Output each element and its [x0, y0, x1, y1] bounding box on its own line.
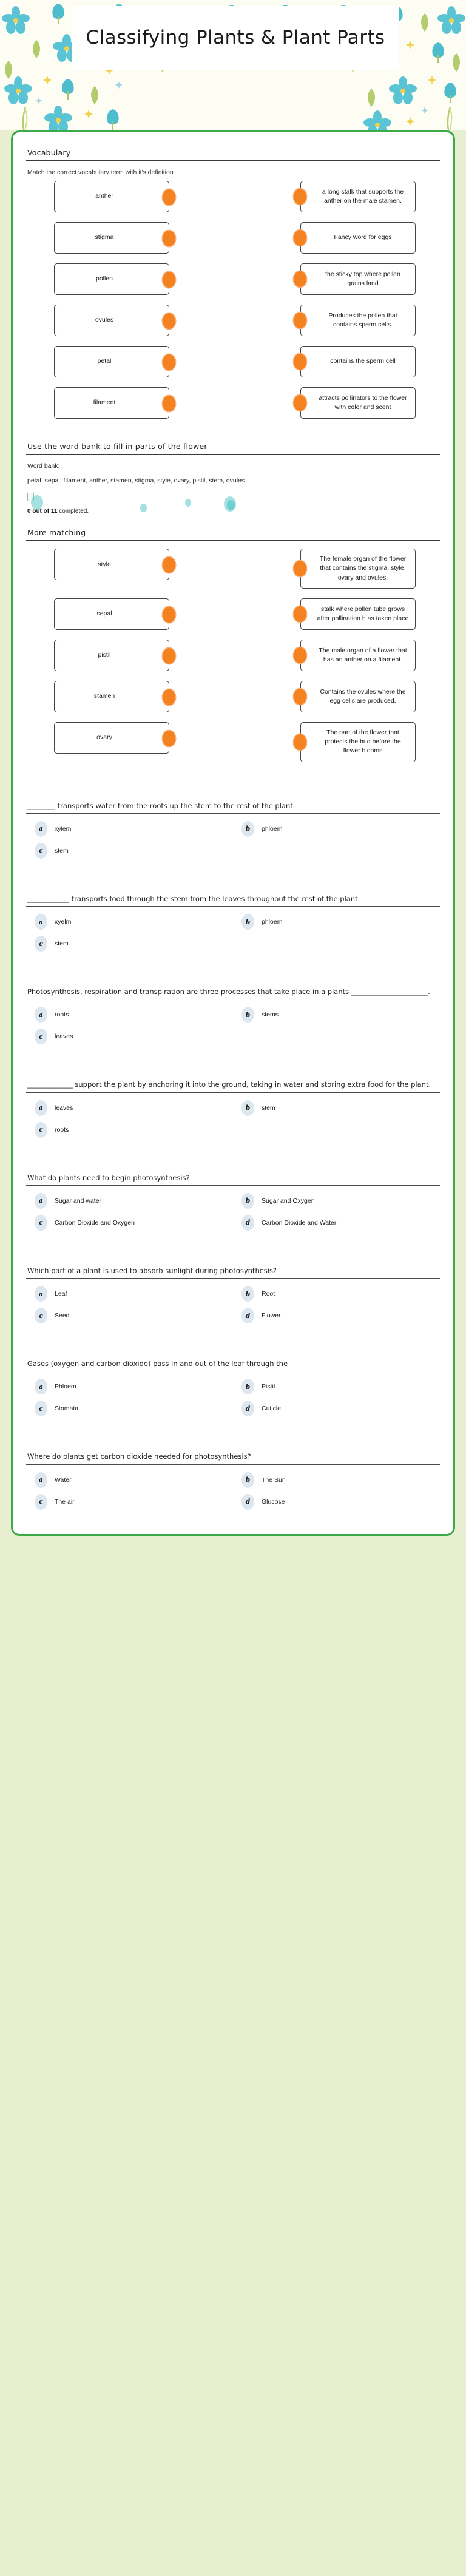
connector-dot-icon[interactable] — [294, 689, 306, 705]
definition-box[interactable]: The part of the flower that protects the bud before the flower blooms — [300, 722, 416, 762]
connector-dot-icon[interactable] — [294, 647, 306, 663]
choice-label: Leaf — [55, 1290, 67, 1298]
choice-option[interactable] — [233, 1007, 440, 1023]
choice-label: Phloem — [55, 1383, 76, 1391]
choice-option[interactable] — [26, 843, 233, 859]
connector-dot-icon[interactable] — [294, 395, 306, 411]
connector-dot-icon[interactable] — [294, 354, 306, 370]
choice-option[interactable] — [26, 1286, 233, 1302]
choice-option[interactable] — [26, 1029, 233, 1044]
choice-option[interactable] — [233, 1494, 440, 1510]
more-matching-heading: More matching — [27, 528, 86, 538]
connector-dot-icon[interactable] — [163, 648, 175, 664]
term-wrap — [54, 222, 169, 254]
choice-label: Stomata — [55, 1405, 79, 1413]
question-block — [26, 894, 440, 958]
choice-label: phloem — [262, 918, 283, 926]
title-card — [72, 6, 399, 70]
word-bank-label: Word bank: — [27, 462, 60, 470]
heading-divider — [26, 160, 440, 161]
definition-wrap — [300, 387, 416, 419]
connector-dot-icon[interactable] — [294, 606, 306, 622]
choice-option[interactable] — [233, 1100, 440, 1116]
choice-option[interactable] — [233, 1379, 440, 1394]
vocabulary-heading: Vocabulary — [27, 148, 71, 157]
definition-box[interactable]: The female organ of the flower that contains the stigma, style, ovary and ovules. — [300, 549, 416, 589]
match-row — [26, 387, 440, 419]
choice-label: phloem — [262, 825, 283, 833]
vocabulary-section — [26, 148, 440, 419]
question-divider — [26, 1185, 440, 1186]
progress-row — [26, 494, 440, 515]
definition-box[interactable]: Contains the ovules where the egg cells are produced. — [300, 681, 416, 712]
definition-wrap — [300, 598, 416, 630]
connector-dot-icon[interactable] — [163, 313, 175, 329]
choice-label: stem — [55, 847, 69, 854]
definition-wrap — [300, 305, 416, 336]
connector-dot-icon[interactable] — [163, 731, 175, 746]
choice-key-icon: a — [35, 1007, 47, 1023]
term-wrap — [54, 722, 169, 754]
choice-list — [26, 1379, 440, 1422]
question-block — [26, 1359, 440, 1422]
choice-label: leaves — [55, 1104, 73, 1112]
term-box[interactable]: ovary — [54, 722, 169, 754]
choice-key-icon: a — [35, 914, 47, 930]
question-text: Where do plants get carbon dioxide needed for photosynthesis? — [27, 1452, 251, 1461]
definition-box[interactable]: Produces the pollen that contains sperm cells. — [300, 305, 416, 336]
match-row — [26, 222, 440, 254]
more-matching-list — [26, 549, 440, 762]
choice-option[interactable] — [233, 821, 440, 837]
choice-option[interactable] — [26, 936, 233, 952]
choice-option[interactable] — [26, 1007, 233, 1023]
term-box[interactable]: anther — [54, 181, 169, 212]
term-wrap — [54, 598, 169, 630]
question-text: Which part of a plant is used to absorb sunlight during photosynthesis? — [27, 1266, 277, 1275]
choice-key-icon: b — [241, 1379, 254, 1394]
connector-dot-icon[interactable] — [294, 271, 306, 287]
connector-dot-icon[interactable] — [294, 189, 306, 205]
definition-wrap — [300, 346, 416, 377]
choice-list — [26, 1007, 440, 1050]
questions-section — [26, 801, 440, 1516]
progress-status — [27, 508, 89, 515]
question-block — [26, 1452, 440, 1515]
match-row — [26, 681, 440, 712]
question-text: What do plants need to begin photosynthesis? — [27, 1173, 190, 1182]
connector-dot-icon[interactable] — [294, 561, 306, 576]
question-text: _____________ support the plant by anchoring it into the ground, taking in water and storing extra food for the plant. — [27, 1080, 431, 1089]
match-row — [26, 640, 440, 671]
choice-key-icon: a — [35, 1472, 47, 1488]
match-row — [26, 722, 440, 762]
definition-wrap — [300, 722, 416, 762]
choice-list — [26, 1286, 440, 1330]
choice-label: Sugar and Oxygen — [262, 1197, 315, 1205]
choice-label: Carbon Dioxide and Water — [262, 1219, 337, 1226]
question-divider — [26, 813, 440, 814]
question-divider — [26, 1464, 440, 1465]
connector-dot-icon[interactable] — [163, 272, 175, 288]
definition-wrap — [300, 222, 416, 254]
choice-option[interactable] — [26, 1401, 233, 1416]
worksheet-card — [11, 130, 455, 1536]
connector-dot-icon[interactable] — [294, 313, 306, 328]
choice-label: Carbon Dioxide and Oxygen — [55, 1219, 135, 1226]
choice-key-icon: d — [241, 1401, 254, 1416]
choice-key-icon: a — [35, 1193, 47, 1209]
choice-key-icon: c — [35, 843, 47, 859]
choice-label: roots — [55, 1126, 69, 1134]
term-wrap — [54, 263, 169, 295]
choice-label: Water — [55, 1476, 72, 1484]
definition-wrap — [300, 181, 416, 212]
definition-box[interactable]: a long stalk that supports the anther on the male stamen. — [300, 181, 416, 212]
choice-label: stems — [262, 1011, 279, 1019]
bubble-icon — [185, 499, 191, 507]
choice-key-icon: d — [241, 1308, 254, 1323]
term-box[interactable]: style — [54, 549, 169, 580]
term-box[interactable]: filament — [54, 387, 169, 419]
choice-key-icon: a — [35, 821, 47, 837]
choice-option[interactable] — [26, 821, 233, 837]
page-title: Classifying Plants & Plant Parts — [86, 27, 385, 49]
choice-key-icon: b — [241, 1007, 254, 1023]
choice-option[interactable] — [26, 1308, 233, 1323]
choice-key-icon: b — [241, 821, 254, 837]
choice-key-icon: d — [241, 1494, 254, 1510]
heading-divider — [26, 540, 440, 541]
question-divider — [26, 1278, 440, 1279]
definition-box[interactable]: contains the sperm cell — [300, 346, 416, 377]
choice-list — [26, 1100, 440, 1144]
choice-key-icon: b — [241, 914, 254, 930]
choice-option[interactable] — [233, 1286, 440, 1302]
choice-list — [26, 1193, 440, 1237]
choice-option[interactable] — [26, 1379, 233, 1394]
choice-key-icon: c — [35, 1029, 47, 1044]
progress-suffix: completed. — [57, 508, 89, 515]
choice-option[interactable] — [26, 914, 233, 930]
term-wrap — [54, 305, 169, 336]
term-box[interactable]: petal — [54, 346, 169, 377]
choice-label: stem — [55, 940, 69, 948]
question-text: ____________ transports food through the stem from the leaves throughout the rest of the plant. — [27, 894, 360, 903]
heading-divider — [26, 454, 440, 455]
vocabulary-match-list — [26, 181, 440, 419]
term-box[interactable]: stigma — [54, 222, 169, 254]
choice-label: Pistil — [262, 1383, 275, 1391]
choice-label: Root — [262, 1290, 275, 1298]
term-wrap — [54, 387, 169, 419]
choice-option[interactable] — [26, 1472, 233, 1488]
connector-dot-icon[interactable] — [163, 557, 175, 573]
choice-key-icon: b — [241, 1472, 254, 1488]
choice-label: roots — [55, 1011, 69, 1019]
question-block — [26, 1266, 440, 1330]
choice-label: Sugar and water — [55, 1197, 102, 1205]
choice-option[interactable] — [233, 1401, 440, 1416]
definition-wrap — [300, 263, 416, 295]
definition-box[interactable]: The male organ of a flower that has an anther on a filament. — [300, 640, 416, 671]
connector-dot-icon[interactable] — [163, 354, 175, 370]
definition-wrap — [300, 640, 416, 671]
question-text: ________ transports water from the roots up the stem to the rest of the plant. — [27, 801, 295, 810]
choice-label: xyelm — [55, 918, 72, 926]
choice-key-icon: a — [35, 1100, 47, 1116]
connector-dot-icon[interactable] — [294, 734, 306, 750]
choice-option[interactable] — [26, 1122, 233, 1138]
choice-label: Cuticle — [262, 1405, 282, 1413]
choice-label: xylem — [55, 825, 72, 833]
choice-option[interactable] — [26, 1215, 233, 1231]
vocabulary-prompt: Match the correct vocabulary term with it's definition — [27, 169, 174, 176]
definition-wrap — [300, 681, 416, 712]
term-wrap — [54, 640, 169, 671]
choice-label: stem — [262, 1104, 275, 1112]
match-row — [26, 181, 440, 212]
choice-option[interactable] — [233, 1215, 440, 1231]
choice-key-icon: a — [35, 1379, 47, 1394]
choice-key-icon: c — [35, 1215, 47, 1231]
term-wrap — [54, 681, 169, 712]
word-bank-section — [26, 442, 440, 515]
question-divider — [26, 906, 440, 907]
choice-key-icon: b — [241, 1100, 254, 1116]
choice-list — [26, 821, 440, 865]
term-wrap — [54, 181, 169, 212]
choice-key-icon: c — [35, 1494, 47, 1510]
match-row — [26, 346, 440, 377]
question-block — [26, 1080, 440, 1143]
definition-box[interactable]: Fancy word for eggs — [300, 222, 416, 254]
match-row — [26, 305, 440, 336]
question-text: Gases (oxygen and carbon dioxide) pass in and out of the leaf through the — [27, 1359, 288, 1368]
choice-list — [26, 1472, 440, 1516]
choice-option[interactable] — [233, 1308, 440, 1323]
choice-label: leaves — [55, 1033, 73, 1041]
question-block — [26, 801, 440, 865]
term-box[interactable]: stamen — [54, 681, 169, 712]
term-box[interactable]: ovules — [54, 305, 169, 336]
term-box[interactable]: pistil — [54, 640, 169, 671]
match-row — [26, 549, 440, 589]
connector-dot-icon[interactable] — [163, 689, 175, 705]
choice-list — [26, 914, 440, 958]
definition-box[interactable]: stalk where pollen tube grows after pollination h as taken place — [300, 598, 416, 630]
term-wrap — [54, 549, 169, 580]
choice-label: Glucose — [262, 1498, 285, 1506]
choice-option[interactable] — [233, 1193, 440, 1209]
term-wrap — [54, 346, 169, 377]
question-divider — [26, 1092, 440, 1093]
choice-label: The air — [55, 1498, 75, 1506]
choice-option[interactable] — [26, 1494, 233, 1510]
choice-key-icon: b — [241, 1286, 254, 1302]
choice-key-icon: c — [35, 1308, 47, 1323]
bubble-icon — [140, 504, 147, 512]
word-bank-words: petal, sepal, filament, anther, stamen, stigma, style, ovary, pistil, stem, ovules — [27, 477, 245, 484]
choice-label: Flower — [262, 1312, 281, 1320]
connector-dot-icon[interactable] — [163, 607, 175, 623]
question-block — [26, 1173, 440, 1237]
progress-count: 0 out of 11 — [27, 508, 58, 515]
term-box[interactable]: pollen — [54, 263, 169, 295]
choice-key-icon: a — [35, 1286, 47, 1302]
choice-key-icon: d — [241, 1215, 254, 1231]
choice-option[interactable] — [26, 1100, 233, 1116]
floral-banner — [0, 0, 466, 130]
choice-key-icon: c — [35, 936, 47, 952]
connector-dot-icon[interactable] — [163, 189, 175, 205]
question-text: Photosynthesis, respiration and transpiration are three processes that take place in a plants ______________________. — [27, 987, 430, 996]
definition-box[interactable]: attracts pollinators to the flower with color and scent — [300, 387, 416, 419]
match-row — [26, 263, 440, 295]
more-matching-section — [26, 528, 440, 762]
choice-label: The Sun — [262, 1476, 286, 1484]
choice-key-icon: c — [35, 1401, 47, 1416]
match-row — [26, 598, 440, 630]
choice-option[interactable] — [26, 1193, 233, 1209]
connector-dot-icon[interactable] — [163, 396, 175, 411]
connector-dot-icon[interactable] — [294, 230, 306, 246]
connector-dot-icon[interactable] — [163, 231, 175, 246]
choice-option[interactable] — [233, 1472, 440, 1488]
definition-box[interactable]: the sticky top where pollen grains land — [300, 263, 416, 295]
definition-wrap — [300, 549, 416, 589]
choice-label: Seed — [55, 1312, 70, 1320]
question-block — [26, 987, 440, 1050]
word-bank-heading: Use the word bank to fill in parts of the flower — [27, 442, 208, 451]
choice-option[interactable] — [233, 914, 440, 930]
term-box[interactable]: sepal — [54, 598, 169, 630]
choice-key-icon: c — [35, 1122, 47, 1138]
choice-key-icon: b — [241, 1193, 254, 1209]
